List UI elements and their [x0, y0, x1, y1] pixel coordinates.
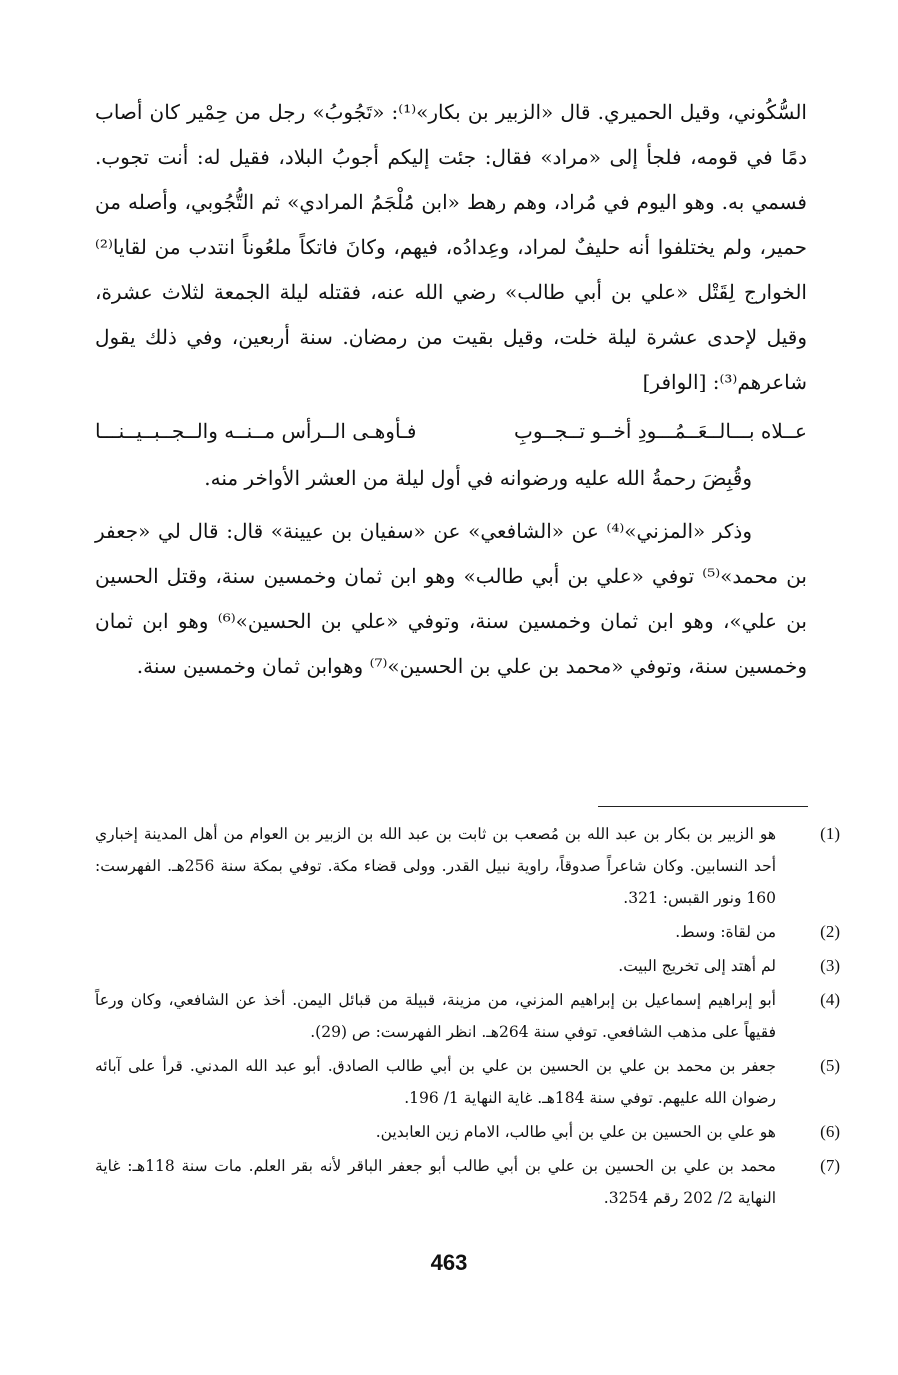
poem-verse: [95, 409, 807, 454]
footnotes: [95, 818, 840, 1216]
footnote-text: من لقاة: وسط.: [675, 923, 776, 941]
footnote-4: [95, 984, 840, 1048]
footnote-3: [95, 950, 840, 982]
poem-hemistich-right: عــلاه بـــالــعَــمُـــودِ أخــو تــجــوبِ: [514, 419, 807, 443]
footnote-2: [95, 916, 840, 948]
footnote-number: (7): [820, 1156, 840, 1175]
footnote-number: (3): [820, 956, 840, 975]
footnote-number: (2): [820, 922, 840, 941]
page-number: 463: [430, 1250, 468, 1275]
body-paragraph-1: السُّكُوني، وقيل الحميري. قال «الزبير بن بكار»⁽¹⁾: «تَجُوبُ» رجل من حِمْير كان أصاب دمًا في قومه، فلجأ إلى «مراد» فقال: جئت إليكم أجوبُ البلاد، فقيل له: أنت تجوب. فسمي به. وهو اليوم في مُراد، وهم رهط «ابن مُلْجَمُ المرادي» ثم التُّجُوبي، وأصله من حمير، ولم يختلفوا أنه حليفٌ لمراد، وعِدادُه، فيهم، وكانَ فاتكاً ملعُوناً انتدب من لقايا⁽²⁾ الخوارج لِقَتْل «علي بن أبي طالب» رضي الله عنه، فقتله ليلة الجمعة لثلاث عشرة، وقيل لإحدى عشرة ليلة خلت، وقيل بقيت من رمضان. سنة أربعين، وفي ذلك يقول شاعرهم⁽³⁾: [الوافر]: [95, 100, 807, 394]
footnote-7: [95, 1150, 840, 1214]
footnote-number: (4): [820, 990, 840, 1009]
main-text: [95, 90, 807, 689]
footnote-text: لم أهتد إلى تخريج البيت.: [618, 957, 776, 975]
footnote-number: (6): [820, 1122, 840, 1141]
footnote-text: جعفر بن محمد بن علي بن الحسين بن علي بن أبي طالب الصادق. أبو عبد الله المدني. قرأ على آبائه رضوان الله عليهم. توفي سنة 184هـ. غاية النهاية 1/ 196.: [95, 1057, 776, 1107]
footnote-number: (5): [820, 1056, 840, 1075]
body-paragraph-2: وقُبِضَ رحمةُ الله عليه ورضوانه في أول ليلة من العشر الأواخر منه.: [204, 466, 752, 490]
footnote-text: محمد بن علي بن الحسين بن علي بن أبي طالب أبو جعفر الباقر لأنه بقر العلم. مات سنة 118هـ: غاية النهاية 2/ 202 رقم 3254.: [95, 1157, 776, 1207]
footnote-text: أبو إبراهيم إسماعيل بن إبراهيم المزني، من مزينة، قبيلة من قبائل اليمن. أخذ عن الشافعي، وكان ورعاً فقيهاً على مذهب الشافعي. توفي سنة 264هـ. انظر الفهرست: ص (29).: [95, 991, 776, 1041]
footnote-divider: [598, 806, 808, 807]
footnote-6: [95, 1116, 840, 1148]
poem-hemistich-left: فـأوهـى الــرأس مــنــه والــجــبــيــنـــا: [95, 419, 417, 443]
footnote-text: هو علي بن الحسين بن علي بن أبي طالب، الامام زين العابدين.: [375, 1123, 776, 1141]
body-paragraph-3: وذكر «المزني»⁽⁴⁾ عن «الشافعي» عن «سفيان بن عيينة» قال: قال لي «جعفر بن محمد»⁽⁵⁾ توفي «علي بن أبي طالب» وهو ابن ثمان وخمسين سنة، وقتل الحسين بن علي»، وهو ابن ثمان وخمسين سنة، وتوفي «علي بن الحسين»⁽⁶⁾ وهو ابن ثمان وخمسين سنة، وتوفي «محمد بن علي بن الحسين»⁽⁷⁾ وهوابن ثمان وخمسين سنة.: [95, 519, 807, 678]
footnote-5: [95, 1050, 840, 1114]
footnote-1: [95, 818, 840, 914]
footnote-number: (1): [820, 824, 840, 843]
footnote-text: هو الزبير بن بكار بن عبد الله بن مُصعب بن ثابت بن عبد الله بن الزبير بن العوام من أهل المدينة إخباري أحد النسابين. وكان شاعراً صدوقاً، راوية نبيل القدر. وولى قضاء مكة. توفي بمكة سنة 256هـ. الفهرست: 160 ونور القبس: 321.: [95, 825, 776, 907]
